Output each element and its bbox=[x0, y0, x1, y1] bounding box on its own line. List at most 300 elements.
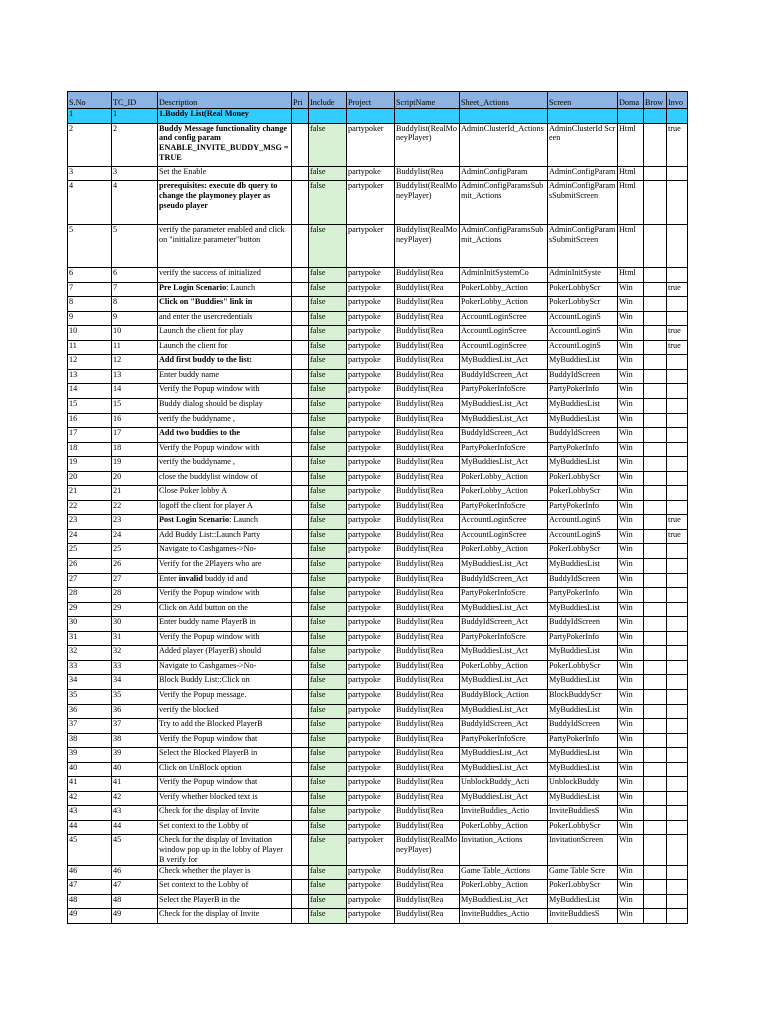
cell-description[interactable]: verify the blocked bbox=[158, 704, 292, 719]
cell-invoke[interactable] bbox=[667, 733, 688, 748]
table-row[interactable] bbox=[68, 515, 688, 530]
cell-screen[interactable] bbox=[548, 109, 618, 124]
cell-domain[interactable]: Win bbox=[618, 806, 644, 821]
cell-project[interactable]: partypoke bbox=[347, 894, 395, 909]
cell-invoke[interactable] bbox=[667, 660, 688, 675]
cell-screen[interactable]: BlockBuddyScr bbox=[548, 689, 618, 704]
cell-browser[interactable] bbox=[644, 777, 667, 792]
cell-sno[interactable]: 28 bbox=[68, 588, 112, 603]
cell-screen[interactable]: MyBuddiesList bbox=[548, 413, 618, 428]
cell-sheet-actions[interactable]: AdminClusterId_Actions bbox=[460, 123, 548, 166]
cell-domain[interactable]: Html bbox=[618, 225, 644, 268]
cell-domain[interactable]: Win bbox=[618, 880, 644, 895]
cell-browser[interactable] bbox=[644, 340, 667, 355]
cell-domain[interactable]: Win bbox=[618, 428, 644, 443]
cell-tcid[interactable]: 21 bbox=[112, 486, 158, 501]
cell-domain[interactable]: Win bbox=[618, 442, 644, 457]
cell-description[interactable]: Added player (PlayerB) should bbox=[158, 646, 292, 661]
cell-scriptname[interactable]: Buddylist(Rea bbox=[395, 865, 460, 880]
cell-tcid[interactable]: 31 bbox=[112, 631, 158, 646]
cell-browser[interactable] bbox=[644, 500, 667, 515]
table-row[interactable] bbox=[68, 880, 688, 895]
table-row[interactable] bbox=[68, 442, 688, 457]
cell-invoke[interactable] bbox=[667, 835, 688, 865]
table-row[interactable] bbox=[68, 355, 688, 370]
cell-project[interactable]: partypoke bbox=[347, 573, 395, 588]
cell-domain[interactable]: Win bbox=[618, 486, 644, 501]
cell-domain[interactable]: Win bbox=[618, 689, 644, 704]
cell-include[interactable]: false bbox=[309, 399, 347, 414]
cell-description[interactable]: Click on Add button on the bbox=[158, 602, 292, 617]
col-header-scriptname[interactable]: ScriptName bbox=[395, 92, 460, 109]
cell-sno[interactable]: 38 bbox=[68, 733, 112, 748]
cell-description[interactable]: 1.Buddy List(Real Money bbox=[158, 109, 292, 124]
cell-priority[interactable] bbox=[292, 181, 309, 225]
cell-project[interactable]: partypoke bbox=[347, 311, 395, 326]
cell-sno[interactable]: 19 bbox=[68, 457, 112, 472]
table-row[interactable] bbox=[68, 820, 688, 835]
cell-include[interactable]: false bbox=[309, 355, 347, 370]
cell-browser[interactable] bbox=[644, 457, 667, 472]
cell-invoke[interactable]: true bbox=[667, 515, 688, 530]
cell-domain[interactable]: Win bbox=[618, 675, 644, 690]
cell-priority[interactable] bbox=[292, 442, 309, 457]
cell-project[interactable]: partypoke bbox=[347, 660, 395, 675]
cell-invoke[interactable] bbox=[667, 428, 688, 443]
cell-tcid[interactable]: 22 bbox=[112, 500, 158, 515]
cell-include[interactable]: false bbox=[309, 268, 347, 283]
cell-tcid[interactable]: 34 bbox=[112, 675, 158, 690]
cell-tcid[interactable]: 26 bbox=[112, 559, 158, 574]
cell-screen[interactable]: MyBuddiesList bbox=[548, 646, 618, 661]
cell-sheet-actions[interactable]: AdminInitSystemCo bbox=[460, 268, 548, 283]
cell-tcid[interactable]: 12 bbox=[112, 355, 158, 370]
cell-include[interactable]: false bbox=[309, 646, 347, 661]
cell-browser[interactable] bbox=[644, 486, 667, 501]
cell-tcid[interactable]: 42 bbox=[112, 791, 158, 806]
cell-domain[interactable]: Win bbox=[618, 529, 644, 544]
cell-priority[interactable] bbox=[292, 123, 309, 166]
cell-include[interactable]: false bbox=[309, 719, 347, 734]
cell-browser[interactable] bbox=[644, 865, 667, 880]
cell-priority[interactable] bbox=[292, 835, 309, 865]
cell-sno[interactable]: 20 bbox=[68, 471, 112, 486]
cell-screen[interactable]: AccountLoginS bbox=[548, 340, 618, 355]
cell-include[interactable]: false bbox=[309, 791, 347, 806]
cell-priority[interactable] bbox=[292, 704, 309, 719]
table-row[interactable] bbox=[68, 166, 688, 181]
cell-invoke[interactable] bbox=[667, 617, 688, 632]
cell-invoke[interactable] bbox=[667, 457, 688, 472]
cell-description[interactable]: Pre Login Scenario: Launch bbox=[158, 282, 292, 297]
cell-scriptname[interactable]: Buddylist(Rea bbox=[395, 631, 460, 646]
cell-include[interactable]: false bbox=[309, 181, 347, 225]
table-row[interactable] bbox=[68, 486, 688, 501]
cell-priority[interactable] bbox=[292, 355, 309, 370]
cell-sheet-actions[interactable]: BuddyIdScreen_Act bbox=[460, 617, 548, 632]
cell-browser[interactable] bbox=[644, 748, 667, 763]
cell-project[interactable]: partypoke bbox=[347, 806, 395, 821]
cell-sno[interactable]: 8 bbox=[68, 297, 112, 312]
cell-include[interactable]: false bbox=[309, 123, 347, 166]
cell-domain[interactable]: Win bbox=[618, 588, 644, 603]
col-header-include[interactable]: Include bbox=[309, 92, 347, 109]
cell-sno[interactable]: 33 bbox=[68, 660, 112, 675]
cell-include[interactable]: false bbox=[309, 369, 347, 384]
cell-description[interactable]: Enter buddy name bbox=[158, 369, 292, 384]
cell-scriptname[interactable]: Buddylist(Rea bbox=[395, 791, 460, 806]
cell-description[interactable]: verify the buddyname , bbox=[158, 413, 292, 428]
cell-tcid[interactable]: 1 bbox=[112, 109, 158, 124]
cell-screen[interactable]: AdminConfigParamsSubmitScreen bbox=[548, 181, 618, 225]
cell-sheet-actions[interactable]: MyBuddiesList_Act bbox=[460, 602, 548, 617]
cell-description[interactable]: logoff the client for player A bbox=[158, 500, 292, 515]
cell-sheet-actions[interactable]: MyBuddiesList_Act bbox=[460, 675, 548, 690]
cell-screen[interactable]: PokerLobbyScr bbox=[548, 471, 618, 486]
table-row[interactable] bbox=[68, 733, 688, 748]
cell-tcid[interactable]: 11 bbox=[112, 340, 158, 355]
table-row[interactable] bbox=[68, 762, 688, 777]
cell-sheet-actions[interactable]: MyBuddiesList_Act bbox=[460, 762, 548, 777]
cell-description[interactable]: verify the buddyname , bbox=[158, 457, 292, 472]
table-row[interactable] bbox=[68, 413, 688, 428]
cell-project[interactable]: partypoke bbox=[347, 369, 395, 384]
cell-tcid[interactable]: 17 bbox=[112, 428, 158, 443]
cell-invoke[interactable] bbox=[667, 384, 688, 399]
cell-project[interactable]: partypoke bbox=[347, 689, 395, 704]
cell-domain[interactable]: Win bbox=[618, 311, 644, 326]
cell-priority[interactable] bbox=[292, 471, 309, 486]
cell-domain[interactable]: Win bbox=[618, 282, 644, 297]
cell-project[interactable]: partypoke bbox=[347, 762, 395, 777]
cell-domain[interactable] bbox=[618, 109, 644, 124]
cell-description[interactable]: Navigate to Cashgames->No- bbox=[158, 660, 292, 675]
cell-sno[interactable]: 25 bbox=[68, 544, 112, 559]
cell-tcid[interactable]: 36 bbox=[112, 704, 158, 719]
cell-domain[interactable]: Win bbox=[618, 791, 644, 806]
cell-screen[interactable]: PartyPokerInfo bbox=[548, 631, 618, 646]
cell-include[interactable]: false bbox=[309, 806, 347, 821]
cell-domain[interactable]: Win bbox=[618, 631, 644, 646]
cell-tcid[interactable]: 33 bbox=[112, 660, 158, 675]
cell-tcid[interactable]: 2 bbox=[112, 123, 158, 166]
cell-scriptname[interactable]: Buddylist(Rea bbox=[395, 762, 460, 777]
cell-project[interactable]: partypoke bbox=[347, 865, 395, 880]
cell-sno[interactable]: 17 bbox=[68, 428, 112, 443]
cell-browser[interactable] bbox=[644, 399, 667, 414]
cell-invoke[interactable] bbox=[667, 588, 688, 603]
cell-screen[interactable]: PartyPokerInfo bbox=[548, 500, 618, 515]
cell-sno[interactable]: 11 bbox=[68, 340, 112, 355]
cell-project[interactable]: partypoke bbox=[347, 617, 395, 632]
cell-priority[interactable] bbox=[292, 413, 309, 428]
cell-project[interactable]: partypoke bbox=[347, 515, 395, 530]
cell-include[interactable]: false bbox=[309, 166, 347, 181]
cell-screen[interactable]: MyBuddiesList bbox=[548, 602, 618, 617]
cell-project[interactable]: partypoke bbox=[347, 166, 395, 181]
cell-sheet-actions[interactable]: BuddyBlock_Action bbox=[460, 689, 548, 704]
cell-priority[interactable] bbox=[292, 733, 309, 748]
cell-description[interactable]: Enter buddy name PlayerB in bbox=[158, 617, 292, 632]
cell-scriptname[interactable]: Buddylist(Rea bbox=[395, 369, 460, 384]
cell-sno[interactable]: 46 bbox=[68, 865, 112, 880]
cell-domain[interactable]: Win bbox=[618, 865, 644, 880]
cell-description[interactable]: Verify the Popup window with bbox=[158, 442, 292, 457]
cell-screen[interactable]: BuddyIdScreen bbox=[548, 369, 618, 384]
table-row[interactable] bbox=[68, 573, 688, 588]
cell-include[interactable]: false bbox=[309, 835, 347, 865]
cell-tcid[interactable]: 23 bbox=[112, 515, 158, 530]
cell-scriptname[interactable]: Buddylist(Rea bbox=[395, 675, 460, 690]
cell-screen[interactable]: MyBuddiesList bbox=[548, 762, 618, 777]
cell-scriptname[interactable]: Buddylist(Rea bbox=[395, 529, 460, 544]
cell-screen[interactable]: BuddyIdScreen bbox=[548, 428, 618, 443]
cell-tcid[interactable]: 48 bbox=[112, 894, 158, 909]
cell-screen[interactable]: MyBuddiesList bbox=[548, 457, 618, 472]
cell-sheet-actions[interactable]: PartyPokerInfoScre bbox=[460, 500, 548, 515]
cell-description[interactable]: and enter the usercredentials bbox=[158, 311, 292, 326]
cell-screen[interactable]: InvitationScreen bbox=[548, 835, 618, 865]
cell-tcid[interactable]: 32 bbox=[112, 646, 158, 661]
cell-browser[interactable] bbox=[644, 791, 667, 806]
table-row[interactable] bbox=[68, 428, 688, 443]
cell-invoke[interactable] bbox=[667, 500, 688, 515]
cell-include[interactable]: false bbox=[309, 297, 347, 312]
table-row[interactable] bbox=[68, 529, 688, 544]
cell-sno[interactable]: 39 bbox=[68, 748, 112, 763]
cell-tcid[interactable]: 10 bbox=[112, 326, 158, 341]
table-row[interactable] bbox=[68, 369, 688, 384]
cell-scriptname[interactable]: Buddylist(Rea bbox=[395, 573, 460, 588]
cell-domain[interactable]: Html bbox=[618, 123, 644, 166]
cell-include[interactable]: false bbox=[309, 865, 347, 880]
cell-include[interactable]: false bbox=[309, 413, 347, 428]
cell-domain[interactable]: Win bbox=[618, 544, 644, 559]
cell-scriptname[interactable]: Buddylist(Rea bbox=[395, 880, 460, 895]
cell-include[interactable]: false bbox=[309, 909, 347, 924]
cell-sheet-actions[interactable]: BuddyIdScreen_Act bbox=[460, 573, 548, 588]
cell-include[interactable]: false bbox=[309, 428, 347, 443]
cell-browser[interactable] bbox=[644, 326, 667, 341]
cell-priority[interactable] bbox=[292, 646, 309, 661]
col-header-description[interactable]: Description bbox=[158, 92, 292, 109]
table-row[interactable] bbox=[68, 909, 688, 924]
cell-description[interactable]: close the buddylist window of bbox=[158, 471, 292, 486]
table-row[interactable] bbox=[68, 646, 688, 661]
cell-tcid[interactable]: 28 bbox=[112, 588, 158, 603]
cell-tcid[interactable]: 47 bbox=[112, 880, 158, 895]
cell-include[interactable]: false bbox=[309, 602, 347, 617]
cell-invoke[interactable] bbox=[667, 109, 688, 124]
cell-browser[interactable] bbox=[644, 719, 667, 734]
cell-scriptname[interactable]: Buddylist(Rea bbox=[395, 326, 460, 341]
cell-screen[interactable]: PokerLobbyScr bbox=[548, 486, 618, 501]
cell-sno[interactable]: 24 bbox=[68, 529, 112, 544]
cell-invoke[interactable] bbox=[667, 355, 688, 370]
cell-description[interactable]: Select the PlayerB in the bbox=[158, 894, 292, 909]
cell-sheet-actions[interactable]: UnblockBuddy_Acti bbox=[460, 777, 548, 792]
cell-project[interactable]: partypoker bbox=[347, 181, 395, 225]
cell-sheet-actions[interactable]: PartyPokerInfoScre bbox=[460, 384, 548, 399]
cell-browser[interactable] bbox=[644, 369, 667, 384]
cell-scriptname[interactable]: Buddylist(Rea bbox=[395, 297, 460, 312]
cell-invoke[interactable]: true bbox=[667, 529, 688, 544]
table-row[interactable] bbox=[68, 340, 688, 355]
cell-browser[interactable] bbox=[644, 675, 667, 690]
cell-sno[interactable]: 32 bbox=[68, 646, 112, 661]
cell-tcid[interactable]: 37 bbox=[112, 719, 158, 734]
cell-description[interactable]: Verify the Popup message. bbox=[158, 689, 292, 704]
cell-scriptname[interactable]: Buddylist(Rea bbox=[395, 748, 460, 763]
cell-scriptname[interactable]: Buddylist(Rea bbox=[395, 166, 460, 181]
table-row[interactable] bbox=[68, 544, 688, 559]
cell-tcid[interactable]: 46 bbox=[112, 865, 158, 880]
cell-priority[interactable] bbox=[292, 588, 309, 603]
cell-description[interactable]: Enter invalid buddy id and bbox=[158, 573, 292, 588]
cell-domain[interactable]: Win bbox=[618, 835, 644, 865]
cell-invoke[interactable] bbox=[667, 602, 688, 617]
cell-project[interactable]: partypoke bbox=[347, 602, 395, 617]
cell-browser[interactable] bbox=[644, 762, 667, 777]
cell-description[interactable]: Select the Blocked PlayerB in bbox=[158, 748, 292, 763]
cell-sheet-actions[interactable]: AdminConfigParamsSubmit_Actions bbox=[460, 181, 548, 225]
cell-domain[interactable]: Win bbox=[618, 894, 644, 909]
cell-screen[interactable]: AccountLoginS bbox=[548, 529, 618, 544]
cell-browser[interactable] bbox=[644, 428, 667, 443]
table-row[interactable] bbox=[68, 602, 688, 617]
cell-project[interactable]: partypoke bbox=[347, 880, 395, 895]
cell-tcid[interactable]: 8 bbox=[112, 297, 158, 312]
cell-priority[interactable] bbox=[292, 748, 309, 763]
cell-sno[interactable]: 26 bbox=[68, 559, 112, 574]
cell-browser[interactable] bbox=[644, 413, 667, 428]
cell-screen[interactable]: AccountLoginS bbox=[548, 326, 618, 341]
cell-priority[interactable] bbox=[292, 109, 309, 124]
cell-scriptname[interactable]: Buddylist(RealMoneyPlayer) bbox=[395, 835, 460, 865]
table-row[interactable] bbox=[68, 225, 688, 268]
cell-sheet-actions[interactable]: InviteBuddies_Actio bbox=[460, 806, 548, 821]
cell-domain[interactable]: Win bbox=[618, 399, 644, 414]
cell-project[interactable]: partypoke bbox=[347, 909, 395, 924]
cell-description[interactable]: Buddy Message functionality change and config param ENABLE_INVITE_BUDDY_MSG = TRUE bbox=[158, 123, 292, 166]
cell-sno[interactable]: 31 bbox=[68, 631, 112, 646]
cell-sheet-actions[interactable]: BuddyIdScreen_Act bbox=[460, 428, 548, 443]
cell-domain[interactable]: Win bbox=[618, 777, 644, 792]
cell-sno[interactable]: 35 bbox=[68, 689, 112, 704]
cell-project[interactable]: partypoke bbox=[347, 733, 395, 748]
col-header-sheet-actions[interactable]: Sheet_Actions bbox=[460, 92, 548, 109]
cell-project[interactable]: partypoke bbox=[347, 399, 395, 414]
cell-project[interactable]: partypoke bbox=[347, 544, 395, 559]
cell-priority[interactable] bbox=[292, 865, 309, 880]
cell-scriptname[interactable]: Buddylist(Rea bbox=[395, 660, 460, 675]
cell-domain[interactable]: Win bbox=[618, 471, 644, 486]
cell-project[interactable]: partypoke bbox=[347, 500, 395, 515]
cell-description[interactable]: Add Buddy List::Launch Party bbox=[158, 529, 292, 544]
cell-browser[interactable] bbox=[644, 689, 667, 704]
cell-scriptname[interactable]: Buddylist(Rea bbox=[395, 428, 460, 443]
cell-priority[interactable] bbox=[292, 689, 309, 704]
cell-tcid[interactable]: 39 bbox=[112, 748, 158, 763]
cell-project[interactable]: partypoke bbox=[347, 384, 395, 399]
cell-sno[interactable]: 42 bbox=[68, 791, 112, 806]
cell-priority[interactable] bbox=[292, 369, 309, 384]
cell-invoke[interactable] bbox=[667, 791, 688, 806]
cell-sheet-actions[interactable]: AccountLoginScree bbox=[460, 311, 548, 326]
cell-sno[interactable]: 44 bbox=[68, 820, 112, 835]
cell-scriptname[interactable]: Buddylist(Rea bbox=[395, 311, 460, 326]
cell-browser[interactable] bbox=[644, 602, 667, 617]
cell-scriptname[interactable]: Buddylist(Rea bbox=[395, 806, 460, 821]
cell-include[interactable]: false bbox=[309, 689, 347, 704]
cell-project[interactable] bbox=[347, 109, 395, 124]
cell-sheet-actions[interactable]: MyBuddiesList_Act bbox=[460, 894, 548, 909]
cell-domain[interactable]: Win bbox=[618, 617, 644, 632]
cell-tcid[interactable]: 3 bbox=[112, 166, 158, 181]
cell-domain[interactable]: Win bbox=[618, 384, 644, 399]
cell-description[interactable]: Verify the Popup window that bbox=[158, 733, 292, 748]
col-header-project[interactable]: Project bbox=[347, 92, 395, 109]
cell-project[interactable]: partypoke bbox=[347, 413, 395, 428]
cell-domain[interactable]: Win bbox=[618, 704, 644, 719]
cell-invoke[interactable] bbox=[667, 559, 688, 574]
cell-project[interactable]: partypoke bbox=[347, 704, 395, 719]
cell-invoke[interactable] bbox=[667, 865, 688, 880]
cell-sno[interactable]: 5 bbox=[68, 225, 112, 268]
cell-include[interactable]: false bbox=[309, 748, 347, 763]
cell-project[interactable]: partypoke bbox=[347, 326, 395, 341]
cell-sheet-actions[interactable]: MyBuddiesList_Act bbox=[460, 457, 548, 472]
cell-include[interactable]: false bbox=[309, 820, 347, 835]
cell-tcid[interactable]: 20 bbox=[112, 471, 158, 486]
cell-project[interactable]: partypoke bbox=[347, 529, 395, 544]
cell-tcid[interactable]: 45 bbox=[112, 835, 158, 865]
cell-priority[interactable] bbox=[292, 719, 309, 734]
cell-screen[interactable]: MyBuddiesList bbox=[548, 791, 618, 806]
col-header-domain[interactable]: Doma bbox=[618, 92, 644, 109]
cell-browser[interactable] bbox=[644, 660, 667, 675]
cell-sno[interactable]: 3 bbox=[68, 166, 112, 181]
cell-browser[interactable] bbox=[644, 894, 667, 909]
cell-browser[interactable] bbox=[644, 880, 667, 895]
cell-description[interactable]: Add two buddies to the bbox=[158, 428, 292, 443]
cell-sheet-actions[interactable]: PokerLobby_Action bbox=[460, 486, 548, 501]
cell-priority[interactable] bbox=[292, 326, 309, 341]
cell-scriptname[interactable]: Buddylist(Rea bbox=[395, 588, 460, 603]
cell-sheet-actions[interactable]: Invitation_Actions bbox=[460, 835, 548, 865]
cell-project[interactable]: partypoke bbox=[347, 791, 395, 806]
cell-sno[interactable]: 43 bbox=[68, 806, 112, 821]
cell-priority[interactable] bbox=[292, 340, 309, 355]
cell-tcid[interactable]: 5 bbox=[112, 225, 158, 268]
cell-scriptname[interactable]: Buddylist(RealMoneyPlayer) bbox=[395, 123, 460, 166]
cell-priority[interactable] bbox=[292, 529, 309, 544]
cell-screen[interactable]: PokerLobbyScr bbox=[548, 297, 618, 312]
cell-project[interactable]: partypoke bbox=[347, 457, 395, 472]
cell-domain[interactable]: Win bbox=[618, 762, 644, 777]
cell-domain[interactable]: Win bbox=[618, 413, 644, 428]
cell-sno[interactable]: 14 bbox=[68, 384, 112, 399]
cell-scriptname[interactable]: Buddylist(Rea bbox=[395, 340, 460, 355]
table-row[interactable] bbox=[68, 777, 688, 792]
cell-project[interactable]: partypoke bbox=[347, 588, 395, 603]
cell-sheet-actions[interactable]: PokerLobby_Action bbox=[460, 297, 548, 312]
cell-browser[interactable] bbox=[644, 471, 667, 486]
cell-domain[interactable]: Win bbox=[618, 820, 644, 835]
cell-description[interactable]: Verify the Popup window with bbox=[158, 631, 292, 646]
cell-description[interactable]: Verify whether blocked text is bbox=[158, 791, 292, 806]
cell-screen[interactable]: InviteBuddiesS bbox=[548, 909, 618, 924]
